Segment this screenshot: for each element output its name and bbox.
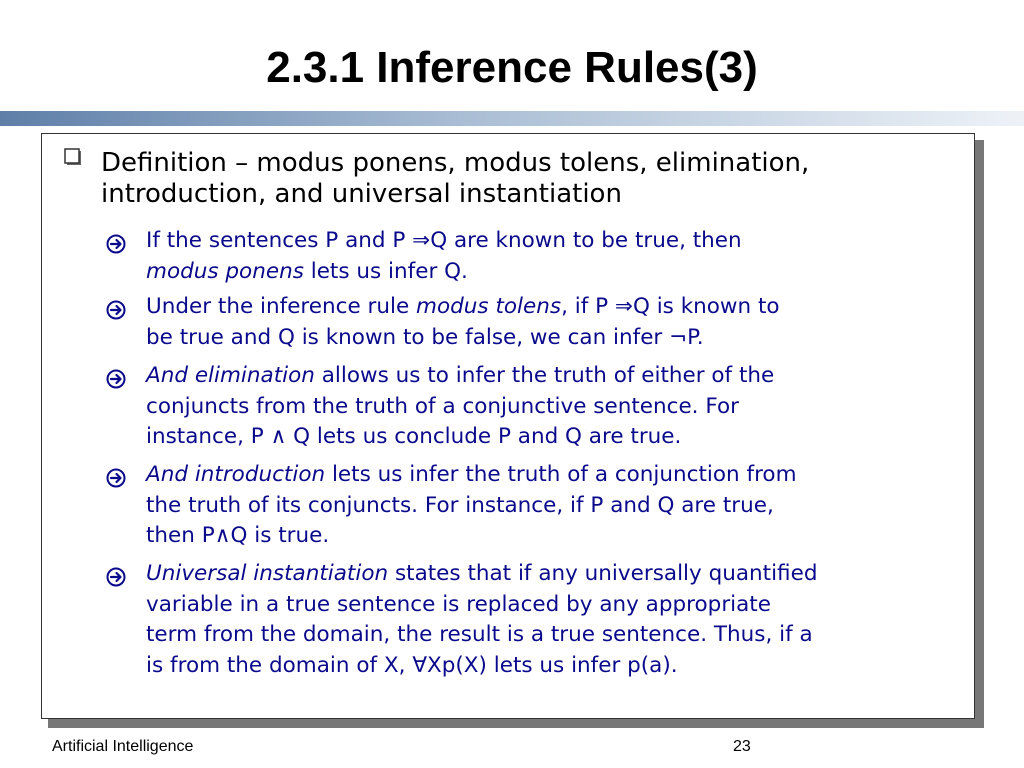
text-segment: Xp(X) lets us infer p(a). [427, 652, 678, 678]
sub-bullet-line [146, 257, 964, 288]
rule-name: Universal instantiation [146, 561, 389, 586]
text-segment: Q is true. [230, 523, 330, 548]
main-bullet-text: Definition – modus ponens, modus tolens, elimination, introduction, and universal instantiation [101, 148, 810, 209]
arrow-bullet-icon [106, 234, 126, 259]
sub-bullet-text [146, 559, 964, 681]
text-segment: conjuncts from the truth of a conjunctive sentence. For [146, 393, 739, 419]
sub-bullet-line [146, 422, 964, 453]
text-segment: is from the domain of X, [146, 652, 413, 678]
sub-bullet-line [146, 651, 964, 682]
logic-symbol: ∀ [412, 652, 428, 678]
sub-bullet-line [146, 361, 964, 392]
sub-bullet-line [146, 460, 964, 491]
sub-bullet-text [146, 361, 964, 453]
logic-symbol: ∧ [214, 523, 231, 548]
text-segment: P. [687, 324, 704, 350]
sub-bullet-line [146, 292, 964, 323]
text-segment: If the sentences P and P [146, 228, 413, 253]
rule-name: And elimination [146, 363, 315, 388]
text-segment: lets us infer Q. [303, 258, 468, 284]
sub-bullet-text [146, 226, 964, 287]
sub-bullet-line [146, 323, 964, 354]
sub-bullet-line [146, 620, 964, 651]
sub-bullet-line [146, 521, 964, 552]
text-segment: lets us infer the truth of a conjunction from [325, 462, 797, 487]
text-segment: term from the domain, the result is a true sentence. Thus, if a [146, 622, 813, 647]
logic-symbol: ⇒ [614, 294, 633, 319]
sub-bullet-text [146, 460, 964, 552]
rule-name: And introduction [146, 462, 326, 487]
sub-bullet-text [146, 292, 964, 353]
text-segment: be true and Q is known to be false, we can infer [146, 324, 670, 350]
slide-title: 2.3.1 Inference Rules(3) [266, 43, 758, 92]
sub-bullet-line [146, 559, 964, 590]
arrow-bullet-icon [106, 300, 126, 325]
sub-bullet-line [146, 491, 964, 522]
text-segment: instance, P [146, 424, 271, 449]
text-segment: the truth of its conjuncts. For instance, if P and Q are true, [146, 492, 774, 518]
sub-bullet-line [146, 392, 964, 423]
text-segment: Q are known to be true, then [430, 228, 742, 253]
text-segment: Under the inference rule [146, 294, 417, 319]
text-segment: variable in a true sentence is replaced by any appropriate [146, 591, 771, 617]
logic-symbol: ∧ [270, 424, 287, 449]
logic-symbol: ¬ [669, 324, 688, 350]
checkbox-bullet-icon [62, 146, 84, 173]
rule-name: modus ponens [146, 258, 304, 284]
footer-course-name: Artificial Intelligence [52, 738, 194, 755]
text-segment: Q is known to [632, 294, 780, 319]
text-segment: states that if any universally quantified [388, 561, 818, 586]
logic-symbol: ⇒ [412, 228, 431, 253]
text-segment: Q lets us conclude P and Q are true. [286, 424, 682, 449]
text-segment: then P [146, 523, 215, 548]
rule-name: modus tolens [416, 294, 562, 319]
footer-page-number: 23 [733, 738, 751, 755]
arrow-bullet-icon [106, 369, 126, 394]
sub-bullet-line [146, 226, 964, 257]
sub-bullet-line [146, 590, 964, 621]
arrow-bullet-icon [106, 567, 126, 592]
arrow-bullet-icon [106, 468, 126, 493]
text-segment: allows us to infer the truth of either of the [314, 363, 775, 388]
text-segment: , if P [561, 294, 615, 319]
